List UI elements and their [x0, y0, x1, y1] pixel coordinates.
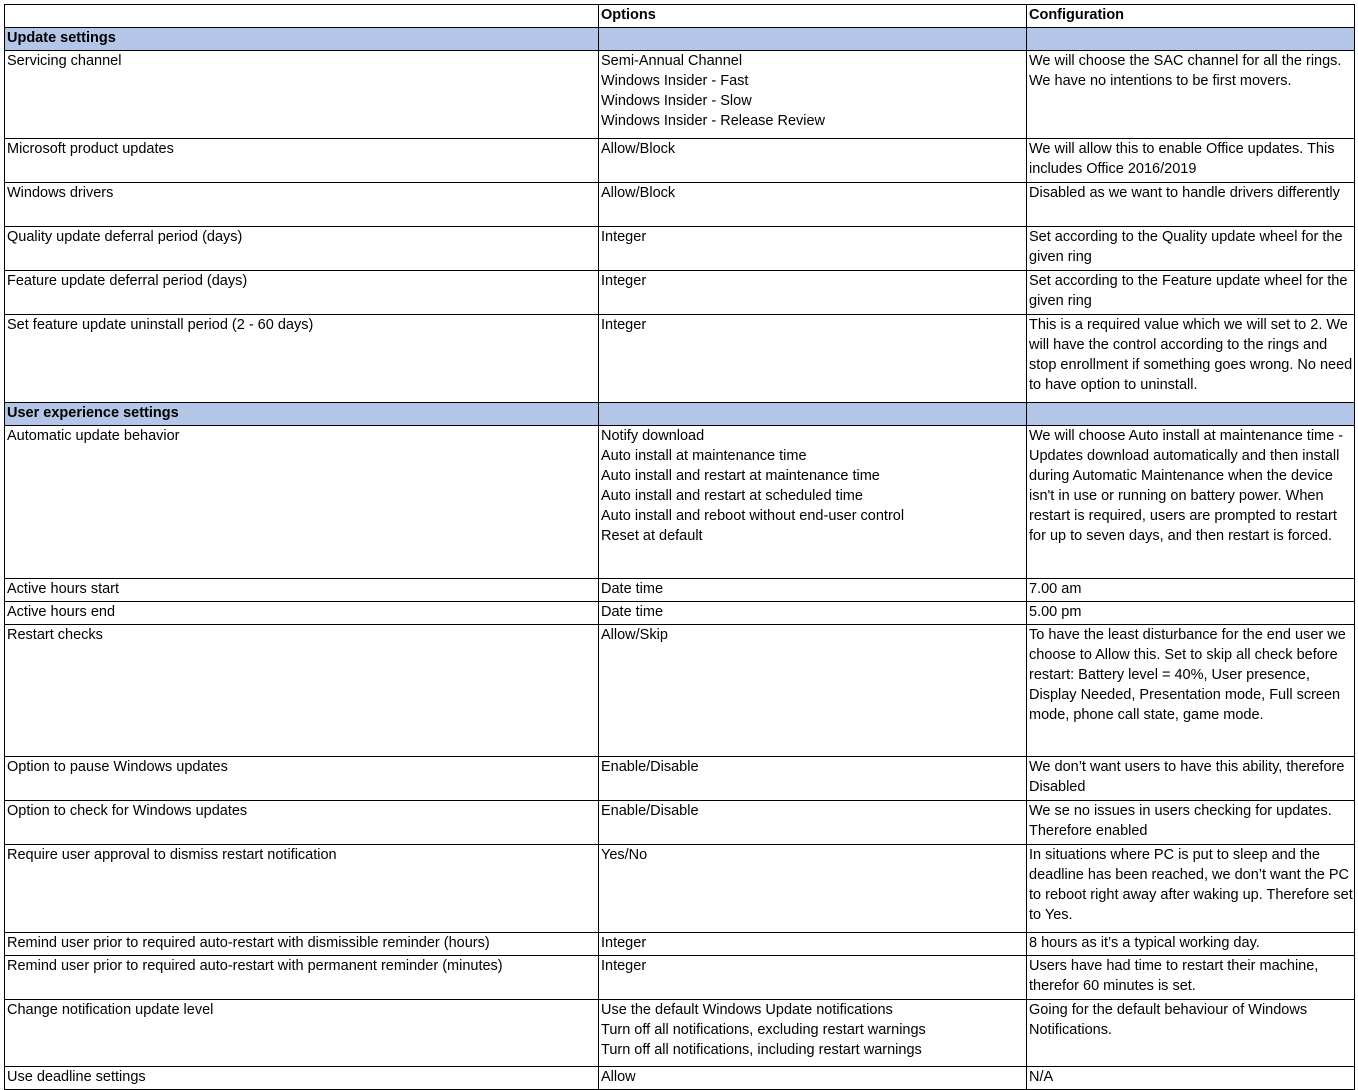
table-row	[5, 1067, 1355, 1090]
table-row	[5, 1000, 1355, 1067]
setting-cell: Require user approval to dismiss restart notification	[5, 845, 599, 933]
configuration-cell: We will choose the SAC channel for all the rings. We have no intentions to be first movers.	[1027, 51, 1355, 139]
options-cell: Date time	[599, 602, 1027, 625]
table-row	[5, 271, 1355, 315]
configuration-cell: Going for the default behaviour of Windows Notifications.	[1027, 1000, 1355, 1067]
setting-cell: Option to check for Windows updates	[5, 801, 599, 845]
options-cell: Integer	[599, 933, 1027, 956]
table-row	[5, 625, 1355, 757]
table-row	[5, 602, 1355, 625]
header-cell-options: Options	[599, 5, 1027, 28]
table-row	[5, 757, 1355, 801]
section-filler	[1027, 403, 1355, 426]
options-cell: Semi-Annual Channel Windows Insider - Fast Windows Insider - Slow Windows Insider - Release Review	[599, 51, 1027, 139]
table-row	[5, 579, 1355, 602]
section-filler	[599, 28, 1027, 51]
configuration-cell: Set according to the Quality update wheel for the given ring	[1027, 227, 1355, 271]
options-cell: Allow/Block	[599, 183, 1027, 227]
options-cell: Integer	[599, 227, 1027, 271]
setting-cell: Change notification update level	[5, 1000, 599, 1067]
table-row	[5, 227, 1355, 271]
setting-cell: Restart checks	[5, 625, 599, 757]
configuration-cell: Users have had time to restart their machine, therefor 60 minutes is set.	[1027, 956, 1355, 1000]
configuration-cell: N/A	[1027, 1067, 1355, 1090]
options-cell: Enable/Disable	[599, 801, 1027, 845]
table-row	[5, 801, 1355, 845]
options-cell: Allow/Block	[599, 139, 1027, 183]
configuration-cell: In situations where PC is put to sleep and the deadline has been reached, we don’t want the PC to reboot right away after waking up. Therefore set to Yes.	[1027, 845, 1355, 933]
options-cell: Integer	[599, 271, 1027, 315]
configuration-cell: We se no issues in users checking for updates. Therefore enabled	[1027, 801, 1355, 845]
options-cell: Use the default Windows Update notifications Turn off all notifications, excluding restart warnings Turn off all notifications, including restart warnings	[599, 1000, 1027, 1067]
configuration-cell: We will allow this to enable Office updates. This includes Office 2016/2019	[1027, 139, 1355, 183]
setting-cell: Remind user prior to required auto-restart with dismissible reminder (hours)	[5, 933, 599, 956]
table-row	[5, 956, 1355, 1000]
setting-cell: Remind user prior to required auto-restart with permanent reminder (minutes)	[5, 956, 599, 1000]
options-cell: Integer	[599, 956, 1027, 1000]
options-cell: Yes/No	[599, 845, 1027, 933]
configuration-cell: 8 hours as it’s a typical working day.	[1027, 933, 1355, 956]
options-cell: Integer	[599, 315, 1027, 403]
section-title: User experience settings	[5, 403, 599, 426]
configuration-cell: To have the least disturbance for the end user we choose to Allow this. Set to skip all check before restart: Battery level = 40%, User presence, Display Needed, Presentation mode, Full screen mode, phone call state, game mode.	[1027, 625, 1355, 757]
options-cell: Notify download Auto install at maintenance time Auto install and restart at maintenance time Auto install and restart at scheduled time Auto install and reboot without end-user control Reset at default	[599, 426, 1027, 579]
table-row	[5, 315, 1355, 403]
section-title: Update settings	[5, 28, 599, 51]
settings-table	[4, 4, 1355, 1090]
setting-cell: Option to pause Windows updates	[5, 757, 599, 801]
configuration-cell: This is a required value which we will set to 2. We will have the control according to the rings and stop enrollment if something goes wrong. No need to have option to uninstall.	[1027, 315, 1355, 403]
section-filler	[1027, 28, 1355, 51]
configuration-cell: Set according to the Feature update wheel for the given ring	[1027, 271, 1355, 315]
configuration-cell: We will choose Auto install at maintenance time - Updates download automatically and then install during Automatic Maintenance when the device isn't in use or running on battery power. When restart is required, users are prompted to restart for up to seven days, and then restart is forced.	[1027, 426, 1355, 579]
header-cell-setting	[5, 5, 599, 28]
setting-cell: Servicing channel	[5, 51, 599, 139]
table-row	[5, 933, 1355, 956]
configuration-cell: 5.00 pm	[1027, 602, 1355, 625]
table-row	[5, 183, 1355, 227]
table-row	[5, 139, 1355, 183]
setting-cell: Microsoft product updates	[5, 139, 599, 183]
options-cell: Enable/Disable	[599, 757, 1027, 801]
setting-cell: Use deadline settings	[5, 1067, 599, 1090]
setting-cell: Active hours end	[5, 602, 599, 625]
configuration-cell: We don’t want users to have this ability, therefore Disabled	[1027, 757, 1355, 801]
table-row	[5, 845, 1355, 933]
options-cell: Date time	[599, 579, 1027, 602]
configuration-cell: Disabled as we want to handle drivers differently	[1027, 183, 1355, 227]
header-cell-configuration: Configuration	[1027, 5, 1355, 28]
section-row-user-experience-settings	[5, 403, 1355, 426]
options-cell: Allow/Skip	[599, 625, 1027, 757]
setting-cell: Set feature update uninstall period (2 - 60 days)	[5, 315, 599, 403]
setting-cell: Automatic update behavior	[5, 426, 599, 579]
setting-cell: Windows drivers	[5, 183, 599, 227]
setting-cell: Quality update deferral period (days)	[5, 227, 599, 271]
section-filler	[599, 403, 1027, 426]
header-row	[5, 5, 1355, 28]
setting-cell: Feature update deferral period (days)	[5, 271, 599, 315]
setting-cell: Active hours start	[5, 579, 599, 602]
table-row	[5, 51, 1355, 139]
section-row-update-settings	[5, 28, 1355, 51]
options-cell: Allow	[599, 1067, 1027, 1090]
configuration-cell: 7.00 am	[1027, 579, 1355, 602]
table-row	[5, 426, 1355, 579]
